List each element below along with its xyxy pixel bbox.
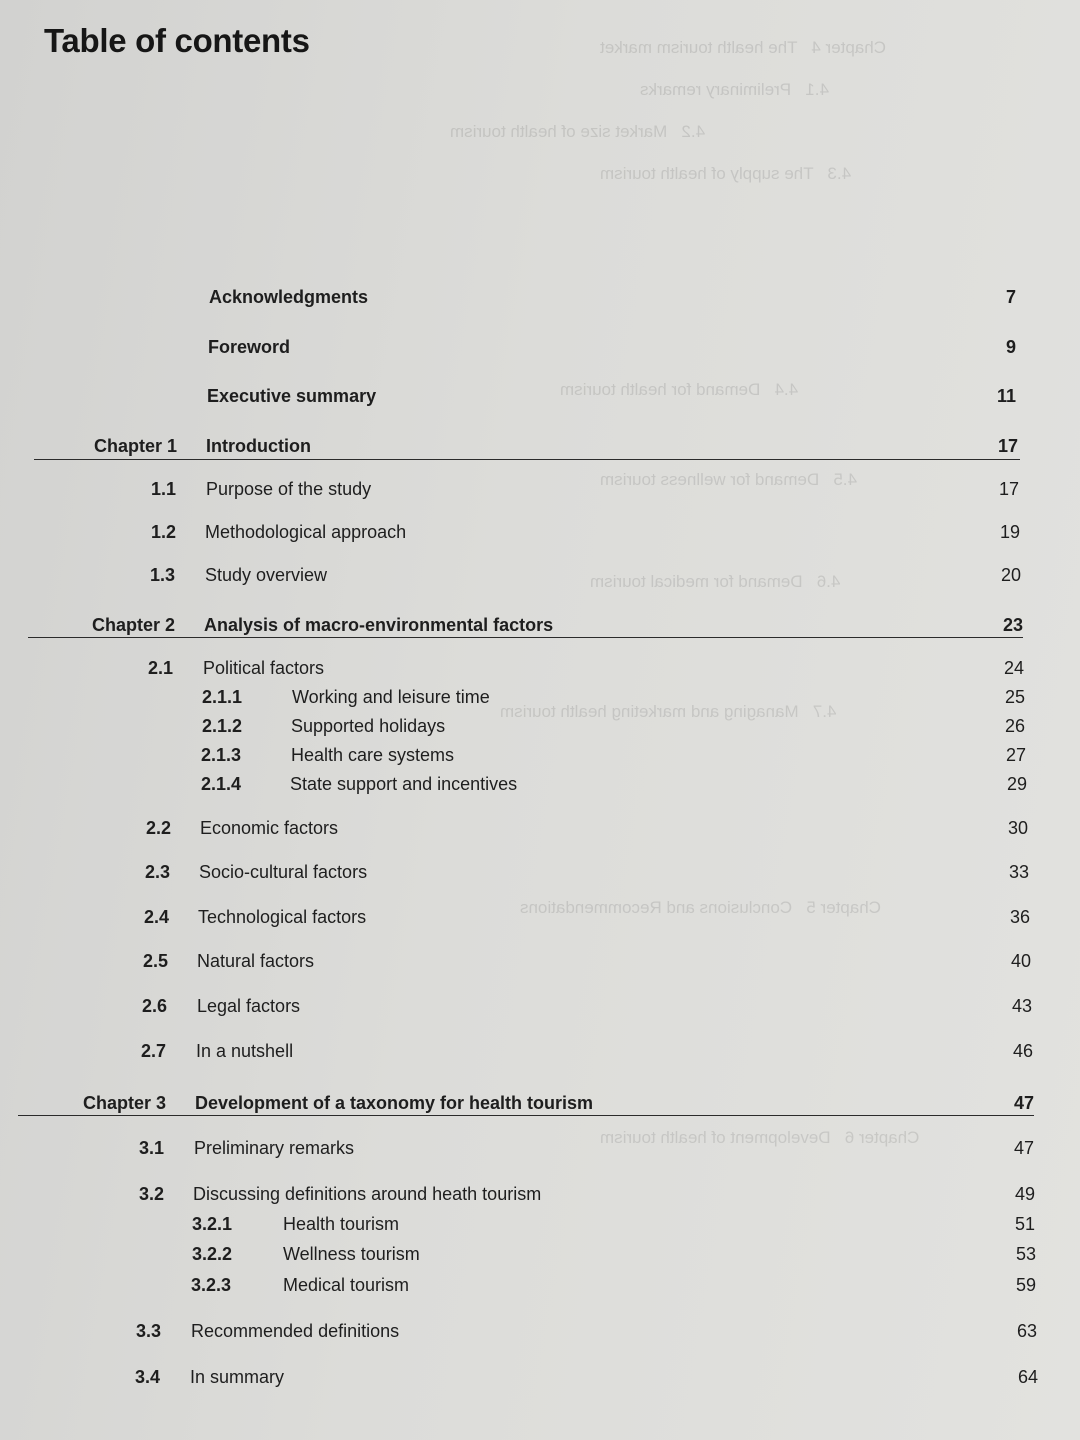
entry-page: 17 xyxy=(998,479,1019,499)
toc-entry-foreword[interactable] xyxy=(0,337,1080,361)
chapter-divider xyxy=(34,459,1020,460)
toc-section-3-2[interactable] xyxy=(0,1184,1080,1208)
section-number: 2.1.3 xyxy=(201,745,242,765)
section-label: State support and incentives xyxy=(290,774,518,794)
section-number: 2.1.2 xyxy=(202,716,243,736)
section-label: Wellness tourism xyxy=(283,1244,420,1264)
section-number: 2.3 xyxy=(144,862,170,882)
chapter-prefix: Chapter 2 xyxy=(91,615,175,635)
entry-page: 36 xyxy=(1009,907,1030,927)
chapter-prefix: Chapter 1 xyxy=(93,436,177,456)
chapter-title: Introduction xyxy=(206,436,311,456)
section-number: 2.6 xyxy=(141,996,167,1016)
entry-page: 40 xyxy=(1010,951,1031,971)
toc-section-2-6[interactable] xyxy=(0,996,1080,1020)
section-number: 3.3 xyxy=(135,1321,161,1341)
entry-label: Acknowledgments xyxy=(209,287,369,307)
section-number: 3.2 xyxy=(138,1184,164,1204)
entry-page: 33 xyxy=(1008,862,1029,882)
entry-page: 64 xyxy=(1017,1367,1038,1387)
entry-page: 11 xyxy=(996,386,1016,406)
entry-page: 23 xyxy=(1002,615,1023,635)
toc-section-1-3[interactable] xyxy=(0,565,1080,589)
section-label: Natural factors xyxy=(197,951,315,971)
entry-page: 46 xyxy=(1012,1041,1033,1061)
toc-section-3-3[interactable] xyxy=(0,1321,1080,1345)
section-number: 1.2 xyxy=(150,522,176,542)
entry-page: 7 xyxy=(1005,287,1016,307)
entry-page: 20 xyxy=(1000,565,1021,585)
entry-page: 53 xyxy=(1015,1244,1036,1264)
chapter-divider xyxy=(18,1115,1034,1116)
section-number: 3.4 xyxy=(134,1367,160,1387)
section-number: 2.1 xyxy=(147,658,173,678)
toc-section-2-4[interactable] xyxy=(0,907,1080,931)
toc-section-3-4[interactable] xyxy=(0,1367,1080,1391)
toc-subsection-2-1-3[interactable] xyxy=(0,745,1080,769)
entry-page: 59 xyxy=(1015,1275,1036,1295)
section-number: 3.2.3 xyxy=(191,1275,232,1295)
section-label: Socio-cultural factors xyxy=(199,862,368,882)
toc-subsection-2-1-4[interactable] xyxy=(0,774,1080,798)
section-label: Methodological approach xyxy=(205,522,407,542)
entry-page: 63 xyxy=(1016,1321,1037,1341)
section-label: Preliminary remarks xyxy=(194,1138,355,1158)
toc-chapter-1[interactable] xyxy=(0,436,1080,460)
section-label: In a nutshell xyxy=(196,1041,294,1061)
toc-entry-acknowledgments[interactable] xyxy=(0,287,1080,311)
entry-page: 24 xyxy=(1003,658,1024,678)
toc-subsection-3-2-1[interactable] xyxy=(0,1214,1080,1238)
section-number: 3.2.2 xyxy=(192,1244,233,1264)
section-number: 1.1 xyxy=(150,479,176,499)
section-label: Legal factors xyxy=(197,996,301,1016)
section-number: 2.7 xyxy=(140,1041,166,1061)
entry-label: Executive summary xyxy=(207,386,377,406)
chapter-title: Analysis of macro-environmental factors xyxy=(204,615,554,635)
entry-page: 19 xyxy=(999,522,1020,542)
section-label: Recommended definitions xyxy=(191,1321,400,1341)
section-number: 2.1.1 xyxy=(202,687,243,707)
section-label: Technological factors xyxy=(198,907,367,927)
entry-page: 9 xyxy=(1005,337,1016,357)
section-label: In summary xyxy=(190,1367,285,1387)
section-number: 1.3 xyxy=(149,565,175,585)
toc-entry-executive-summary[interactable] xyxy=(0,386,1080,410)
entry-page: 17 xyxy=(997,436,1018,456)
section-label: Purpose of the study xyxy=(206,479,372,499)
toc-page: Chapter 4 The health tourism market 4.1 Preliminary remarks 4.2 Market size of health tourism 4.3 The supply of health tourism 4.4 Demand for health tourism 4.5 Demand for wellness tourism 4.6 Demand for medical tourism 4.7 Managing and marketing health tourism Chapter 5 Conclusions and Recommendations Chapter 6 Development of health tourism Table of contents Acknowledgments 7 Foreword 9 Executive summary 11 Chapter 1 Introduction 17 1.1 Purpose of the study 17 1.2 Methodological approach 19 1.3 Study overview 20 Chapter 2 Analysis of macro-environmental factors 23 2.1 Political factors 24 2.1.1 Working and leisure time 25 2.1.2 Supported holidays 26 2.1.3 Health care systems 27 2.1.4 State support and incentives 29 2.2 Economic factors 30 2.3 Socio-cultural factors 33 2.4 Technological factors 36 2.5 Natural factors 40 2.6 Legal factors 43 2.7 In a nutshell 46 Chapter 3 Development of a taxonomy for health tourism 47 3.1 Preliminary remarks 47 3.2 Discussing definitions around heath tourism 49 3.2.1 Health tourism 51 3.2.2 Wellness tourism 53 3.2.3 Medical tourism 59 3.3 Recommended definitions 63 3.4 In summary 64 xyxy=(0,0,1080,1440)
toc-section-3-1[interactable] xyxy=(0,1138,1080,1162)
entry-page: 47 xyxy=(1013,1138,1034,1158)
section-label: Health tourism xyxy=(283,1214,400,1234)
section-label: Economic factors xyxy=(200,818,339,838)
entry-page: 30 xyxy=(1007,818,1028,838)
section-number: 2.5 xyxy=(142,951,168,971)
entry-page: 47 xyxy=(1013,1093,1034,1113)
section-number: 2.2 xyxy=(145,818,171,838)
section-number: 3.1 xyxy=(138,1138,164,1158)
entry-page: 26 xyxy=(1004,716,1025,736)
entry-page: 27 xyxy=(1005,745,1026,765)
entry-page: 49 xyxy=(1014,1184,1035,1204)
entry-page: 25 xyxy=(1004,687,1025,707)
section-label: Discussing definitions around heath tourism xyxy=(193,1184,542,1204)
entry-label: Foreword xyxy=(208,337,291,357)
section-label: Medical tourism xyxy=(283,1275,410,1295)
toc-section-1-2[interactable] xyxy=(0,522,1080,546)
entry-page: 29 xyxy=(1006,774,1027,794)
chapter-title: Development of a taxonomy for health tourism xyxy=(195,1093,594,1113)
toc-subsection-3-2-2[interactable] xyxy=(0,1244,1080,1268)
toc-chapter-3[interactable] xyxy=(0,1093,1080,1117)
section-number: 2.1.4 xyxy=(201,774,242,794)
toc-chapter-2[interactable] xyxy=(0,615,1080,639)
entry-page: 51 xyxy=(1014,1214,1035,1234)
toc-section-2-3[interactable] xyxy=(0,862,1080,886)
page-title: Table of contents xyxy=(44,22,310,59)
toc-section-2-7[interactable] xyxy=(0,1041,1080,1065)
section-number: 3.2.1 xyxy=(192,1214,233,1234)
section-label: Supported holidays xyxy=(291,716,446,736)
toc-section-2-2[interactable] xyxy=(0,818,1080,842)
chapter-prefix: Chapter 3 xyxy=(82,1093,166,1113)
chapter-divider xyxy=(28,637,1023,638)
toc-subsection-3-2-3[interactable] xyxy=(0,1275,1080,1299)
toc-section-2-5[interactable] xyxy=(0,951,1080,975)
toc-subsection-2-1-2[interactable] xyxy=(0,716,1080,740)
entry-page: 43 xyxy=(1011,996,1032,1016)
toc-subsection-2-1-1[interactable] xyxy=(0,687,1080,711)
section-label: Working and leisure time xyxy=(292,687,490,707)
toc-section-2-1[interactable] xyxy=(0,658,1080,682)
section-label: Political factors xyxy=(203,658,325,678)
section-label: Study overview xyxy=(205,565,328,585)
section-label: Health care systems xyxy=(291,745,455,765)
section-number: 2.4 xyxy=(143,907,169,927)
toc-section-1-1[interactable] xyxy=(0,479,1080,503)
